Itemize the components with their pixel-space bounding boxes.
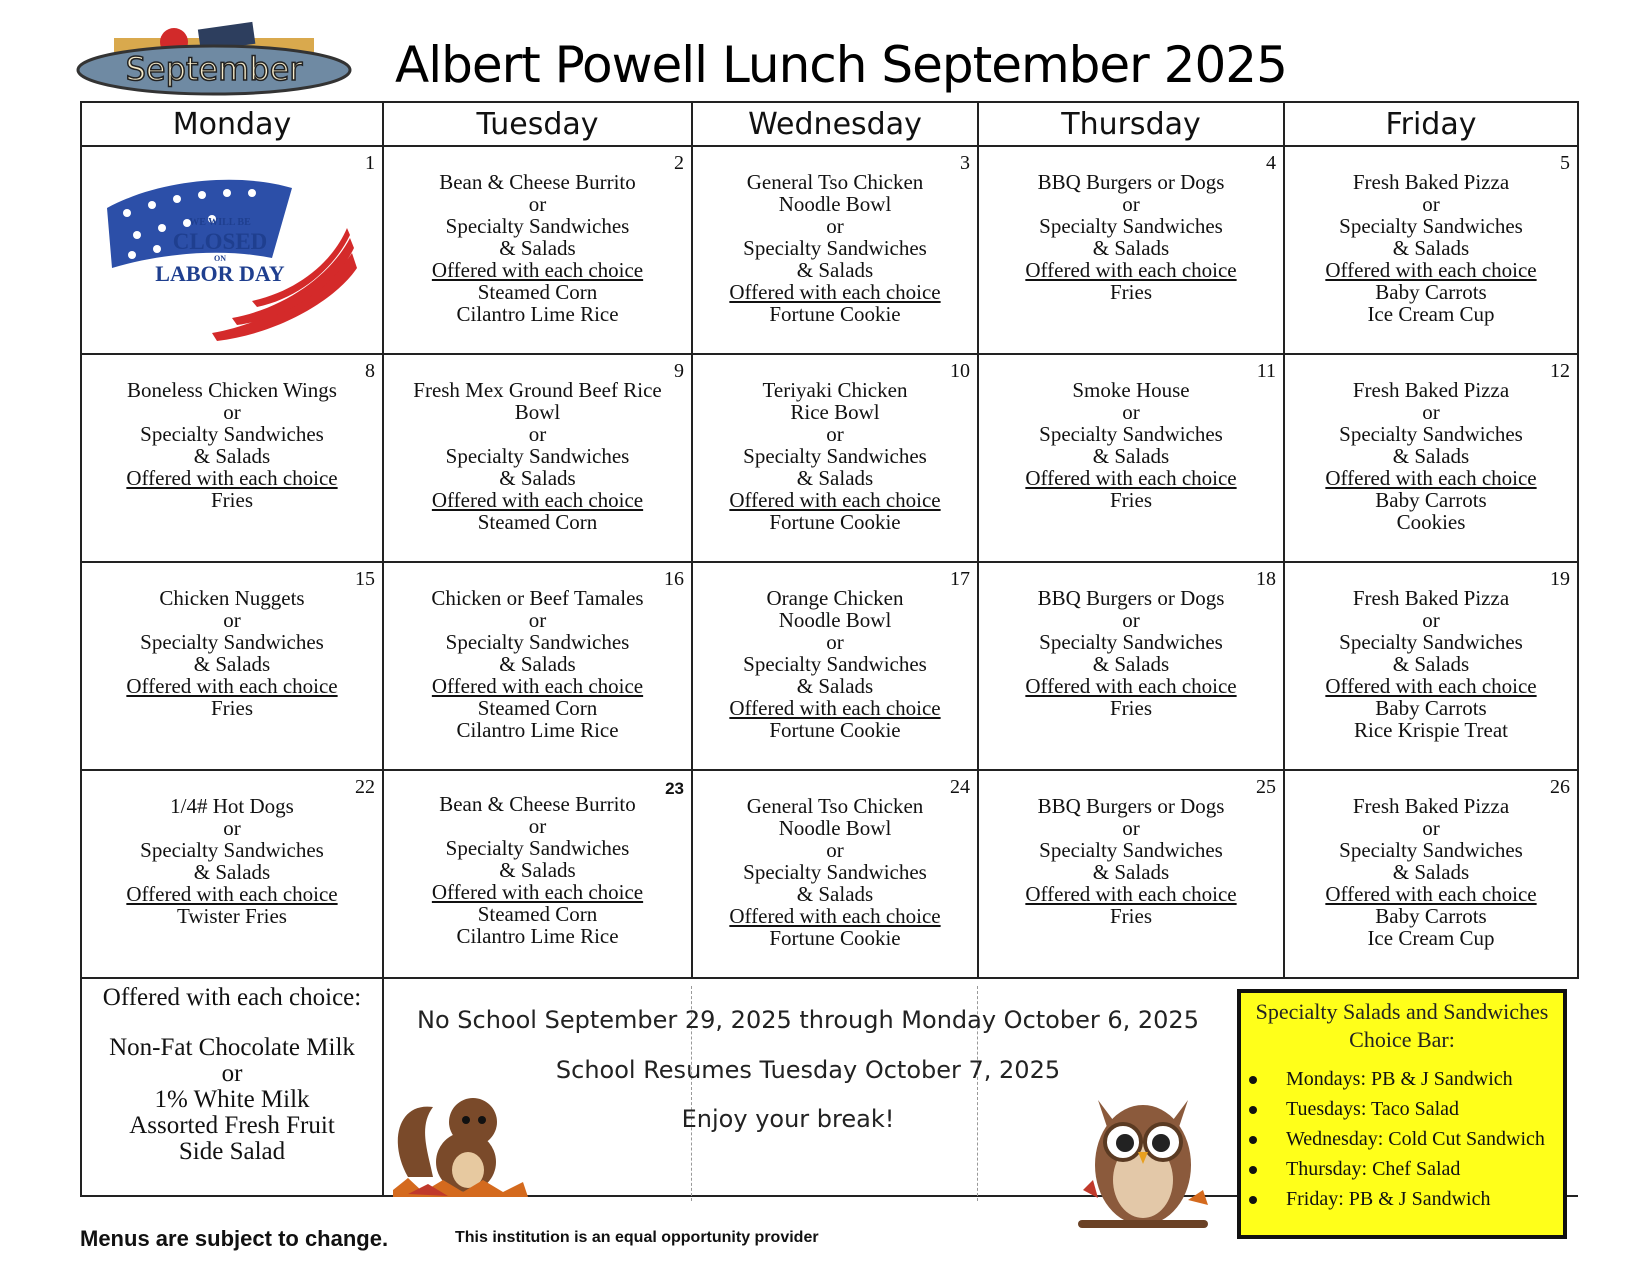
menu-line: Fresh Baked Pizza xyxy=(1352,586,1510,610)
week-row xyxy=(81,562,1578,770)
menu-line: Offered with each choice xyxy=(1025,258,1237,282)
menu-line: BBQ Burgers or Dogs xyxy=(1037,794,1225,818)
menu-line: Fortune Cookie xyxy=(769,302,901,326)
menu-line: or xyxy=(528,608,547,632)
menu-line: Specialty Sandwiches xyxy=(1339,838,1523,862)
day-number: 24 xyxy=(950,776,970,798)
menu-line: Specialty Sandwiches xyxy=(1039,422,1223,446)
choice-bar-item-label: Thursday: Chef Salad xyxy=(1286,1158,1461,1180)
menu-line: Specialty Sandwiches xyxy=(743,860,927,884)
menu-line: & Salads xyxy=(193,652,271,676)
menu-line: & Salads xyxy=(499,236,576,260)
menu-line: Orange Chicken xyxy=(766,586,904,610)
day-header-friday: Friday xyxy=(1284,102,1578,146)
menu-line: & Salads xyxy=(1092,652,1170,676)
menu-line: & Salads xyxy=(1392,652,1470,676)
menu-line: Rice Krispie Treat xyxy=(1354,718,1508,742)
menu-line: Noodle Bowl xyxy=(778,608,892,632)
day-cell xyxy=(692,770,978,978)
choice-bar-item xyxy=(1241,1064,1563,1094)
day-cell xyxy=(692,146,978,354)
day-number: 11 xyxy=(1256,360,1276,382)
offered-item: 1% White Milk xyxy=(154,1086,310,1113)
day-number: 26 xyxy=(1550,776,1570,798)
menu-line: Specialty Sandwiches xyxy=(445,836,630,860)
menu-line: Twister Fries xyxy=(177,904,287,928)
no-school-notice: No School September 29, 2025 through Monday October 6, 2025 xyxy=(417,1006,1199,1034)
menu-line: & Salads xyxy=(1392,236,1470,260)
day-cell xyxy=(383,146,692,354)
menu-items xyxy=(979,147,1283,303)
menu-line: Offered with each choice xyxy=(1025,466,1237,490)
menu-line: Steamed Corn xyxy=(477,510,598,534)
week-row xyxy=(81,146,1578,354)
menu-line: Offered with each choice xyxy=(729,904,941,928)
day-cell xyxy=(978,770,1284,978)
menu-line: Specialty Sandwiches xyxy=(1339,630,1523,654)
menu-line: Fresh Baked Pizza xyxy=(1352,170,1510,194)
menu-line: & Salads xyxy=(796,882,874,906)
equal-opportunity-note: This institution is an equal opportunity provider xyxy=(455,1229,819,1246)
menu-line: Bean & Cheese Burrito xyxy=(439,170,636,194)
menu-line: Specialty Sandwiches xyxy=(445,444,630,468)
choice-bar-item xyxy=(1241,1124,1563,1154)
menu-line: & Salads xyxy=(499,652,576,676)
menu-line: Chicken Nuggets xyxy=(159,586,305,610)
menu-line: & Salads xyxy=(499,858,576,882)
day-cell xyxy=(692,354,978,562)
menu-line: General Tso Chicken xyxy=(746,170,924,194)
menu-line: Offered with each choice xyxy=(729,696,941,720)
day-cell xyxy=(1284,562,1578,770)
menu-items xyxy=(693,147,977,325)
day-cell xyxy=(81,354,383,562)
day-number: 2 xyxy=(674,152,684,174)
menu-line: or xyxy=(223,400,241,424)
badge-labor-day: LABOR DAY xyxy=(155,261,285,286)
day-header-monday: Monday xyxy=(81,102,383,146)
menu-line: & Salads xyxy=(796,466,874,490)
menu-line: & Salads xyxy=(796,258,874,282)
menu-line: or xyxy=(1422,608,1440,632)
menu-line: or xyxy=(1122,192,1140,216)
menu-line: or xyxy=(528,422,547,446)
menu-items xyxy=(384,771,691,947)
day-header-tuesday: Tuesday xyxy=(383,102,692,146)
menu-line: or xyxy=(826,214,844,238)
menu-line: Specialty Sandwiches xyxy=(140,630,324,654)
day-number: 9 xyxy=(674,360,684,382)
menu-line: Steamed Corn xyxy=(477,280,598,304)
menu-line: Fortune Cookie xyxy=(769,926,901,950)
day-number: 5 xyxy=(1560,152,1570,174)
menu-line: Cilantro Lime Rice xyxy=(456,718,619,742)
menu-line: Offered with each choice xyxy=(431,258,644,282)
menu-line: Ice Cream Cup xyxy=(1367,302,1495,326)
day-cell xyxy=(978,354,1284,562)
menu-line: Offered with each choice xyxy=(1325,258,1537,282)
menu-line: or xyxy=(826,630,844,654)
menu-line: Chicken or Beef Tamales xyxy=(431,586,644,610)
menu-line: & Salads xyxy=(499,466,576,490)
menu-items xyxy=(1285,771,1577,949)
menu-line: Smoke House xyxy=(1072,378,1190,402)
menu-line: Cookies xyxy=(1396,510,1466,534)
menu-line: Fortune Cookie xyxy=(769,510,901,534)
menu-line: Fresh Baked Pizza xyxy=(1352,794,1510,818)
badge-line: ON xyxy=(214,254,226,263)
day-number: 4 xyxy=(1266,152,1276,174)
menu-line: & Salads xyxy=(796,674,874,698)
day-header-thursday: Thursday xyxy=(978,102,1284,146)
menu-line: Specialty Sandwiches xyxy=(743,444,927,468)
menu-line: & Salads xyxy=(1092,236,1170,260)
day-header-row xyxy=(81,102,1578,146)
menu-line: or xyxy=(1122,816,1140,840)
menu-line: Offered with each choice xyxy=(1025,882,1237,906)
menu-line: Fries xyxy=(1110,280,1152,304)
day-cell xyxy=(1284,146,1578,354)
page-title: Albert Powell Lunch September 2025 xyxy=(395,36,1287,94)
menu-line: Specialty Sandwiches xyxy=(1339,422,1523,446)
menu-line: or xyxy=(223,608,241,632)
day-number: 17 xyxy=(950,568,970,590)
menu-line: Offered with each choice xyxy=(431,674,644,698)
day-cell xyxy=(383,354,692,562)
choice-bar-item xyxy=(1241,1154,1563,1184)
menu-line: Specialty Sandwiches xyxy=(445,630,630,654)
menu-line: Baby Carrots xyxy=(1375,904,1487,928)
menu-items xyxy=(384,147,691,325)
menu-line: Cilantro Lime Rice xyxy=(456,302,619,326)
offered-item: Assorted Fresh Fruit xyxy=(129,1112,335,1139)
menu-line: Steamed Corn xyxy=(477,902,598,926)
day-cell xyxy=(81,146,383,354)
day-header-wednesday: Wednesday xyxy=(692,102,978,146)
menu-items xyxy=(82,355,382,511)
disclaimer: Menus are subject to change. xyxy=(80,1226,389,1251)
day-number: 12 xyxy=(1550,360,1570,382)
owl-icon xyxy=(1068,1080,1218,1240)
menu-line: & Salads xyxy=(193,860,271,884)
menu-line: Baby Carrots xyxy=(1375,696,1487,720)
menu-items xyxy=(82,563,382,719)
day-cell xyxy=(692,562,978,770)
menu-line: or xyxy=(826,422,844,446)
squirrel-icon xyxy=(388,1082,533,1202)
menu-line: Cilantro Lime Rice xyxy=(456,924,619,948)
menu-line: Fries xyxy=(1110,904,1152,928)
week-row xyxy=(81,770,1578,978)
choice-bar-item-label: Mondays: PB & J Sandwich xyxy=(1286,1068,1513,1090)
menu-items xyxy=(979,563,1283,719)
menu-line: Noodle Bowl xyxy=(778,192,892,216)
day-cell xyxy=(81,562,383,770)
choice-bar-subtitle: Choice Bar: xyxy=(1349,1027,1455,1052)
menu-line: Fries xyxy=(1110,696,1152,720)
menu-items xyxy=(1285,147,1577,325)
offered-item: or xyxy=(221,1060,243,1087)
menu-line: Boneless Chicken Wings xyxy=(127,378,337,402)
day-number: 19 xyxy=(1550,568,1570,590)
menu-line: Steamed Corn xyxy=(477,696,598,720)
menu-line: Specialty Sandwiches xyxy=(743,236,927,260)
day-number: 16 xyxy=(664,568,684,590)
menu-line: Specialty Sandwiches xyxy=(1339,214,1523,238)
menu-line: & Salads xyxy=(1392,860,1470,884)
menu-line: Offered with each choice xyxy=(1325,466,1537,490)
menu-line: Bowl xyxy=(514,400,561,424)
menu-items xyxy=(384,355,691,533)
choice-bar-item-label: Friday: PB & J Sandwich xyxy=(1286,1188,1491,1210)
choice-bar-item xyxy=(1241,1184,1563,1214)
menu-line: Rice Bowl xyxy=(790,400,880,424)
choice-bar-item xyxy=(1241,1094,1563,1124)
menu-line: BBQ Burgers or Dogs xyxy=(1037,170,1225,194)
menu-line: Offered with each choice xyxy=(729,488,941,512)
menu-items xyxy=(384,563,691,741)
menu-line: Offered with each choice xyxy=(431,880,644,904)
day-cell xyxy=(1284,354,1578,562)
day-cell xyxy=(1284,770,1578,978)
menu-items xyxy=(1285,355,1577,533)
enjoy-notice: Enjoy your break! xyxy=(681,1105,895,1133)
menu-line: Specialty Sandwiches xyxy=(743,652,927,676)
menu-items xyxy=(979,355,1283,511)
day-number: 8 xyxy=(365,360,375,382)
menu-line: Bean & Cheese Burrito xyxy=(439,792,636,816)
menu-line: Baby Carrots xyxy=(1375,280,1487,304)
badge-closed: CLOSED xyxy=(172,229,268,254)
menu-line: Specialty Sandwiches xyxy=(1039,214,1223,238)
menu-line: Ice Cream Cup xyxy=(1367,926,1495,950)
menu-line: or xyxy=(1422,816,1440,840)
menu-line: 1/4# Hot Dogs xyxy=(170,794,294,818)
resume-notice: School Resumes Tuesday October 7, 2025 xyxy=(555,1056,1061,1084)
menu-line: Offered with each choice xyxy=(126,882,338,906)
september-logo xyxy=(74,20,354,100)
menu-line: General Tso Chicken xyxy=(746,794,924,818)
menu-line: Fries xyxy=(1110,488,1152,512)
menu-line: Offered with each choice xyxy=(126,674,338,698)
day-cell xyxy=(383,562,692,770)
menu-line: Specialty Sandwiches xyxy=(140,838,324,862)
choice-bar-box xyxy=(1237,989,1567,1239)
labor-day-closed-badge xyxy=(102,173,362,343)
menu-line: & Salads xyxy=(193,444,271,468)
menu-line: Fries xyxy=(211,696,253,720)
choice-bar-item-label: Tuesdays: Taco Salad xyxy=(1286,1098,1460,1120)
bullet-icon xyxy=(1249,1076,1257,1084)
menu-line: Specialty Sandwiches xyxy=(1039,630,1223,654)
day-number: 18 xyxy=(1256,568,1276,590)
day-number: 15 xyxy=(355,568,375,590)
bullet-icon xyxy=(1249,1196,1257,1204)
menu-line: Baby Carrots xyxy=(1375,488,1487,512)
bullet-icon xyxy=(1249,1106,1257,1114)
menu-line: Fries xyxy=(211,488,253,512)
offered-box xyxy=(81,978,383,1196)
menu-items xyxy=(1285,563,1577,741)
offered-item: Side Salad xyxy=(178,1138,286,1165)
offered-heading: Offered with each choice: xyxy=(102,984,362,1011)
menu-line: or xyxy=(826,838,844,862)
day-cell xyxy=(978,562,1284,770)
bullet-icon xyxy=(1249,1166,1257,1174)
menu-line: Specialty Sandwiches xyxy=(1039,838,1223,862)
menu-items xyxy=(693,563,977,741)
day-number: 1 xyxy=(365,152,375,174)
menu-line: BBQ Burgers or Dogs xyxy=(1037,586,1225,610)
menu-line: & Salads xyxy=(1092,860,1170,884)
menu-line: Offered with each choice xyxy=(1325,882,1537,906)
menu-line: & Salads xyxy=(1092,444,1170,468)
bullet-icon xyxy=(1249,1136,1257,1144)
menu-line: or xyxy=(223,816,241,840)
day-number: 22 xyxy=(355,776,375,798)
menu-line: or xyxy=(528,192,547,216)
menu-line: or xyxy=(1422,400,1440,424)
menu-line: Fresh Baked Pizza xyxy=(1352,378,1510,402)
menu-line: or xyxy=(1122,400,1140,424)
menu-line: & Salads xyxy=(1392,444,1470,468)
menu-line: Specialty Sandwiches xyxy=(140,422,324,446)
day-number: 3 xyxy=(960,152,970,174)
menu-line: Offered with each choice xyxy=(431,488,644,512)
menu-line: Fortune Cookie xyxy=(769,718,901,742)
menu-line: or xyxy=(528,814,547,838)
menu-line: Offered with each choice xyxy=(1025,674,1237,698)
choice-bar-title: Specialty Salads and Sandwiches xyxy=(1255,999,1549,1024)
day-number: 25 xyxy=(1256,776,1276,798)
menu-items xyxy=(693,771,977,949)
logo-text: September xyxy=(125,50,303,88)
menu-line: Offered with each choice xyxy=(126,466,338,490)
menu-line: Offered with each choice xyxy=(1325,674,1537,698)
menu-line: Fresh Mex Ground Beef Rice xyxy=(413,378,662,402)
day-cell xyxy=(978,146,1284,354)
menu-items xyxy=(82,771,382,927)
day-cell xyxy=(81,770,383,978)
menu-line: or xyxy=(1422,192,1440,216)
menu-line: Specialty Sandwiches xyxy=(445,214,630,238)
offered-item: Non-Fat Chocolate Milk xyxy=(109,1034,355,1061)
menu-items xyxy=(693,355,977,533)
menu-items xyxy=(979,771,1283,927)
menu-line: Noodle Bowl xyxy=(778,816,892,840)
week-row xyxy=(81,354,1578,562)
menu-line: Offered with each choice xyxy=(729,280,941,304)
choice-bar-list xyxy=(1241,1064,1563,1214)
day-number: 23 xyxy=(665,779,684,798)
badge-line: WE WILL BE xyxy=(189,217,251,228)
choice-bar-item-label: Wednesday: Cold Cut Sandwich xyxy=(1286,1128,1545,1150)
menu-line: Teriyaki Chicken xyxy=(762,378,908,402)
day-cell xyxy=(383,770,692,978)
day-number: 10 xyxy=(950,360,970,382)
menu-line: or xyxy=(1122,608,1140,632)
